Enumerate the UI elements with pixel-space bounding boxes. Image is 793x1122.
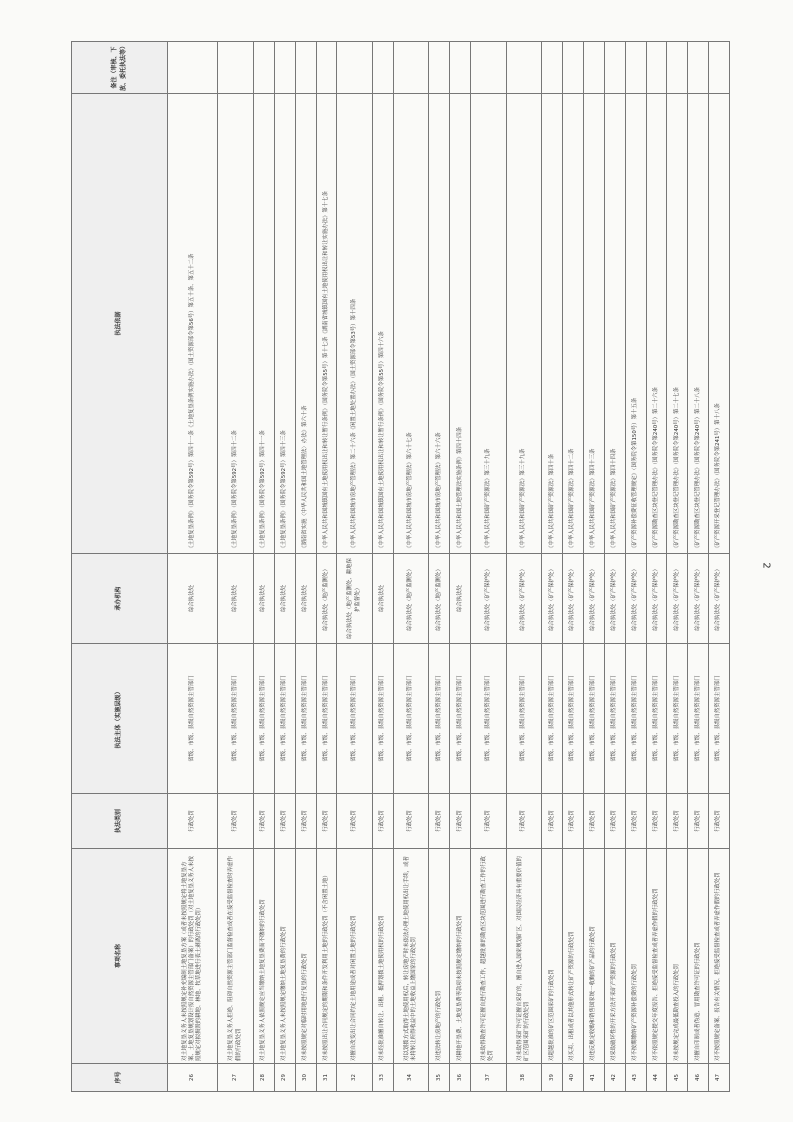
row-agency: 综合执法处 xyxy=(218,554,254,644)
row-category: 行政处罚 xyxy=(542,794,563,849)
row-agency: 综合执法处（矿产保护处） xyxy=(688,554,709,644)
row-remarks xyxy=(295,41,316,93)
row-agency: 综合执法处 xyxy=(274,554,295,644)
row-basis: 《矿产资源补偿费征收管理规定》（国务院令第150号）第十五条 xyxy=(625,93,646,553)
row-remarks xyxy=(393,41,429,93)
row-agency: 综合执法处 xyxy=(372,554,393,644)
row-basis: 《中华人民共和国矿产资源法》第三十九条 xyxy=(471,93,507,553)
row-agency: 综合执法处 xyxy=(168,554,218,644)
row-matter-name: 对违反规定收购和销售国家统一收购的矿产品的行政处罚 xyxy=(584,849,605,1064)
row-remarks xyxy=(542,41,563,93)
row-remarks xyxy=(168,41,218,93)
row-basis: 《中华人民共和国矿产资源法》第四十二条 xyxy=(563,93,584,553)
row-seq: 36 xyxy=(450,1064,471,1092)
header-matter-name: 事项名称 xyxy=(72,849,168,1064)
row-subject: 省级、市级、县级自然资源主管部门 xyxy=(218,644,254,794)
row-matter-name: 对采取破坏性的开采方法开采矿产资源的行政处罚 xyxy=(604,849,625,1064)
row-remarks xyxy=(646,41,667,93)
row-matter-name: 对擅自改变出让合同约定土地用途或者对闲置土地的行政处罚 xyxy=(337,849,373,1064)
table-row xyxy=(393,41,429,1091)
row-subject: 省级、市级、县级自然资源主管部门 xyxy=(372,644,393,794)
row-basis: 《中华人民共和国城市房地产管理法》第六十七条 xyxy=(393,93,429,553)
table-row xyxy=(316,41,337,1091)
row-matter-name: 对未取得采矿许可证擅自采矿的，擅自进入国家规划矿区、对国民经济具有重要价值的矿区范围采矿的行政处罚 xyxy=(506,849,542,1064)
row-matter-name: 对未经批准擅自转让、出租、抵押划拨土地使用权的行政处罚 xyxy=(372,849,393,1064)
row-matter-name: 对未取得勘查许可证擅自进行勘查工作，超越批准的勘查区块范围进行勘查工作的行政处罚 xyxy=(471,849,507,1064)
row-seq: 34 xyxy=(393,1064,429,1092)
row-category: 行政处罚 xyxy=(709,794,730,849)
row-subject: 省级、市级、县级自然资源主管部门 xyxy=(506,644,542,794)
row-basis: 《矿产资源开采登记管理办法》（国务院令第241号）第十八条 xyxy=(709,93,730,553)
enforcement-matters-table xyxy=(71,41,730,1092)
table-row xyxy=(584,41,605,1091)
row-category: 行政处罚 xyxy=(253,794,274,849)
row-subject: 省级、市级、县级自然资源主管部门 xyxy=(316,644,337,794)
row-category: 行政处罚 xyxy=(667,794,688,849)
row-basis: 《湖南省实施〈中华人民共和国土地管理法〉办法》第六十条 xyxy=(295,93,316,553)
table-row xyxy=(429,41,450,1091)
row-matter-name: 对擅自印制或者伪造、冒用勘查许可证的行政处罚 xyxy=(688,849,709,1064)
row-agency: 综合执法处（矿产保护处） xyxy=(563,554,584,644)
row-basis: 《矿产资源勘查区块登记管理办法》（国务院令第240号）第二十六条 xyxy=(646,93,667,553)
row-matter-name: 对未按照规定对临时用地进行复垦的行政处罚 xyxy=(295,849,316,1064)
row-basis: 《矿产资源勘查区块登记管理办法》（国务院令第240号）第二十八条 xyxy=(688,93,709,553)
row-agency: 综合执法处 xyxy=(295,554,316,644)
row-category: 行政处罚 xyxy=(429,794,450,849)
row-matter-name: 对不按照规定备案、报告有关情况、拒绝接受监督检查或者弄虚作假的行政处罚 xyxy=(709,849,730,1064)
row-basis: 《中华人民共和国矿产资源法》第四十四条 xyxy=(604,93,625,553)
row-subject: 省级、市级、县级自然资源主管部门 xyxy=(253,644,274,794)
rotated-table-container xyxy=(71,42,730,1092)
row-agency: 综合执法处（矿产保护处） xyxy=(604,554,625,644)
row-remarks xyxy=(709,41,730,93)
row-agency: 综合执法处（矿产保护处） xyxy=(506,554,542,644)
row-seq: 45 xyxy=(667,1064,688,1092)
row-matter-name: 对买卖、出租或者以其他形式转让矿产资源的行政处罚 xyxy=(563,849,584,1064)
row-subject: 省级、市级、县级自然资源主管部门 xyxy=(450,644,471,794)
row-remarks xyxy=(450,41,471,93)
row-seq: 41 xyxy=(584,1064,605,1092)
row-matter-name: 对土地复垦义务人未按照规定缴纳土地复垦费的行政处罚 xyxy=(274,849,295,1064)
row-category: 行政处罚 xyxy=(274,794,295,849)
row-agency: 综合执法处 xyxy=(253,554,274,644)
row-remarks xyxy=(563,41,584,93)
row-subject: 省级、市级、县级自然资源主管部门 xyxy=(584,644,605,794)
row-agency: 综合执法处（矿产保护处） xyxy=(709,554,730,644)
row-subject: 省级、市级、县级自然资源主管部门 xyxy=(688,644,709,794)
table-row xyxy=(471,41,507,1091)
row-agency: 综合执法处（地产监测处） xyxy=(393,554,429,644)
row-subject: 省级、市级、县级自然资源主管部门 xyxy=(542,644,563,794)
header-seq: 序号 xyxy=(72,1064,168,1092)
row-seq: 30 xyxy=(295,1064,316,1092)
row-remarks xyxy=(218,41,254,93)
table-row xyxy=(450,41,471,1091)
row-seq: 35 xyxy=(429,1064,450,1092)
row-basis: 《中华人民共和国矿产资源法》第四十条 xyxy=(542,93,563,553)
row-agency: 综合执法处（地产监测处） xyxy=(316,554,337,644)
table-row xyxy=(218,41,254,1091)
row-agency: 综合执法处（矿产保护处） xyxy=(584,554,605,644)
row-remarks xyxy=(429,41,450,93)
row-basis: 《中华人民共和国矿产资源法》第四十三条 xyxy=(584,93,605,553)
row-subject: 省级、市级、县级自然资源主管部门 xyxy=(471,644,507,794)
row-subject: 省级、市级、县级自然资源主管部门 xyxy=(667,644,688,794)
row-matter-name: 对耕地开垦费、土地复垦费等款项未按照规定缴纳的行政处罚 xyxy=(450,849,471,1064)
row-remarks xyxy=(667,41,688,93)
table-row xyxy=(337,41,373,1091)
row-category: 行政处罚 xyxy=(316,794,337,849)
row-basis: 《中华人民共和国城镇国有土地使用权出让和转让暂行条例》（国务院令第55号）第四十六条 xyxy=(372,93,393,553)
row-remarks xyxy=(688,41,709,93)
row-basis: 《土地复垦条例》（国务院令第592号）第四十一条《土地复垦条例实施办法》（国土资源部令第56号）第五十条、第五十二条 xyxy=(168,93,218,553)
table-row xyxy=(253,41,274,1091)
row-subject: 省级、市级、县级自然资源主管部门 xyxy=(604,644,625,794)
row-category: 行政处罚 xyxy=(295,794,316,849)
row-matter-name: 对土地复垦义务人拒绝、阻碍自然资源主管部门监督检查或者在接受监督检查时弄虚作假的行政处罚 xyxy=(218,849,254,1064)
row-agency: 综合执法处（矿产保护处） xyxy=(646,554,667,644)
row-remarks xyxy=(471,41,507,93)
table-row xyxy=(506,41,542,1091)
row-category: 行政处罚 xyxy=(471,794,507,849)
row-matter-name: 对未按规定完成最低勘查投入的行政处罚 xyxy=(667,849,688,1064)
row-subject: 省级、市级、县级自然资源主管部门 xyxy=(709,644,730,794)
table-row xyxy=(625,41,646,1091)
row-seq: 40 xyxy=(563,1064,584,1092)
row-basis: 《中华人民共和国城市房地产管理法》第二十六条《闲置土地处置办法》（国土资源部令第53号）第十四条 xyxy=(337,93,373,553)
row-subject: 省级、市级、县级自然资源主管部门 xyxy=(168,644,218,794)
table-row xyxy=(295,41,316,1091)
header-agency: 承办机构 xyxy=(72,554,168,644)
table-row xyxy=(688,41,709,1091)
row-remarks xyxy=(274,41,295,93)
row-seq: 43 xyxy=(625,1064,646,1092)
row-seq: 31 xyxy=(316,1064,337,1092)
row-category: 行政处罚 xyxy=(506,794,542,849)
row-subject: 省级、市级、县级自然资源主管部门 xyxy=(625,644,646,794)
row-basis: 《中华人民共和国矿产资源法》第三十九条 xyxy=(506,93,542,553)
row-agency: 综合执法处（矿产保护处） xyxy=(471,554,507,644)
header-subject: 执法主体（实施层级） xyxy=(72,644,168,794)
row-seq: 47 xyxy=(709,1064,730,1092)
table-row xyxy=(604,41,625,1091)
row-remarks xyxy=(337,41,373,93)
table-row xyxy=(274,41,295,1091)
row-remarks xyxy=(372,41,393,93)
row-category: 行政处罚 xyxy=(625,794,646,849)
row-category: 行政处罚 xyxy=(584,794,605,849)
row-agency: 综合执法处（地产监测处） xyxy=(429,554,450,644)
table-row xyxy=(563,41,584,1091)
row-category: 行政处罚 xyxy=(168,794,218,849)
row-seq: 28 xyxy=(253,1064,274,1092)
row-basis: 《土地复垦条例》（国务院令第592号）第四十二条 xyxy=(218,93,254,553)
table-row xyxy=(542,41,563,1091)
row-matter-name: 对超越批准的矿区范围采矿的行政处罚 xyxy=(542,849,563,1064)
row-remarks xyxy=(316,41,337,93)
row-basis: 《中华人民共和国城镇国有土地使用权出让和转让暂行条例》（国务院令第55号）第十七条《湖南省城镇国有土地使用权出让和转让实施办法》第十七条 xyxy=(316,93,337,553)
row-category: 行政处罚 xyxy=(372,794,393,849)
header-category: 执法类别 xyxy=(72,794,168,849)
header-remarks: 备注（审核、下放、委托执法等） xyxy=(72,41,168,93)
row-category: 行政处罚 xyxy=(450,794,471,849)
row-basis: 《矿产资源勘查区块登记管理办法》（国务院令第240号）第二十七条 xyxy=(667,93,688,553)
row-seq: 39 xyxy=(542,1064,563,1092)
row-subject: 省级、市级、县级自然资源主管部门 xyxy=(393,644,429,794)
row-seq: 29 xyxy=(274,1064,295,1092)
row-category: 行政处罚 xyxy=(646,794,667,849)
row-subject: 省级、市级、县级自然资源主管部门 xyxy=(429,644,450,794)
row-category: 行政处罚 xyxy=(604,794,625,849)
row-remarks xyxy=(506,41,542,93)
header-basis: 执法依据 xyxy=(72,93,168,553)
row-basis: 《中华人民共和国城市房地产管理法》第六十六条 xyxy=(429,93,450,553)
row-seq: 46 xyxy=(688,1064,709,1092)
row-subject: 省级、市级、县级自然资源主管部门 xyxy=(646,644,667,794)
row-basis: 《中华人民共和国土地管理法实施条例》第四十四条 xyxy=(450,93,471,553)
row-matter-name: 对违法转让房地产的行政处罚 xyxy=(429,849,450,1064)
row-matter-name: 对不按期缴纳矿产资源补偿费的行政处罚 xyxy=(625,849,646,1064)
row-seq: 44 xyxy=(646,1064,667,1092)
table-row xyxy=(168,41,218,1091)
row-matter-name: 对以划拨方式取得土地使用权后，转让房地产时未依法办理土地使用权出让手续，或者未将转让所得收益中的土地收益上缴国家的行政处罚 xyxy=(393,849,429,1064)
row-matter-name: 对未按照出让合同规定的期限和条件开发利用土地的行政处罚（不含闲置土地） xyxy=(316,849,337,1064)
row-agency: 综合执法处（地产监测处、耕地保护监督处） xyxy=(337,554,373,644)
row-subject: 省级、市级、县级自然资源主管部门 xyxy=(563,644,584,794)
row-remarks xyxy=(584,41,605,93)
row-remarks xyxy=(604,41,625,93)
row-seq: 27 xyxy=(218,1064,254,1092)
row-matter-name: 对土地复垦义务人依照规定应当缴纳土地复垦费而不缴纳的行政处罚 xyxy=(253,849,274,1064)
row-category: 行政处罚 xyxy=(218,794,254,849)
row-seq: 37 xyxy=(471,1064,507,1092)
row-agency: 综合执法处（矿产保护处） xyxy=(667,554,688,644)
row-agency: 综合执法处（矿产保护处） xyxy=(542,554,563,644)
row-seq: 38 xyxy=(506,1064,542,1092)
row-subject: 省级、市级、县级自然资源主管部门 xyxy=(295,644,316,794)
row-category: 行政处罚 xyxy=(563,794,584,849)
row-remarks xyxy=(253,41,274,93)
row-category: 行政处罚 xyxy=(337,794,373,849)
row-seq: 26 xyxy=(168,1064,218,1092)
table-row xyxy=(667,41,688,1091)
row-seq: 32 xyxy=(337,1064,373,1092)
table-row xyxy=(372,41,393,1091)
row-seq: 33 xyxy=(372,1064,393,1092)
row-matter-name: 对土地复垦义务人未按照规定补充编制土地复垦方案（或者未按照规定将土地复垦方案、土地复垦规划设计报自然资源主管部门备案）的行政处罚（对土地复垦义务人未按照规定对拟损毁的耕地、林地、牧草地进行表土剥离的行政处罚） xyxy=(168,849,218,1064)
table-row xyxy=(646,41,667,1091)
row-seq: 42 xyxy=(604,1064,625,1092)
row-agency: 综合执法处（矿产保护处） xyxy=(625,554,646,644)
row-category: 行政处罚 xyxy=(688,794,709,849)
row-matter-name: 对不依照规定提交年度报告、拒绝接受监督检查或者弄虚作假的行政处罚 xyxy=(646,849,667,1064)
page-number: 2 xyxy=(760,562,772,569)
table-header-row xyxy=(72,41,168,1091)
row-basis: 《土地复垦条例》（国务院令第592号）第四十一条 xyxy=(253,93,274,553)
table-row xyxy=(709,41,730,1091)
row-subject: 省级、市级、县级自然资源主管部门 xyxy=(337,644,373,794)
row-agency: 综合执法处 xyxy=(450,554,471,644)
row-remarks xyxy=(625,41,646,93)
row-category: 行政处罚 xyxy=(393,794,429,849)
row-basis: 《土地复垦条例》（国务院令第592号）第四十三条 xyxy=(274,93,295,553)
row-subject: 省级、市级、县级自然资源主管部门 xyxy=(274,644,295,794)
